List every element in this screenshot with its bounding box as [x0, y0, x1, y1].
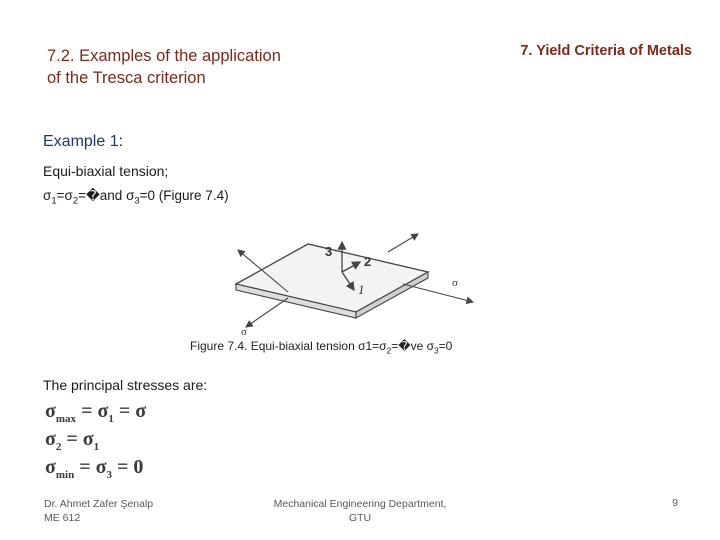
example-heading-colon: : — [118, 133, 124, 150]
caption-subscript: 2 — [386, 345, 392, 356]
footer-department — [250, 497, 470, 525]
eq-symbol: = σ — [76, 400, 109, 422]
eq-symbol: σ — [45, 400, 56, 422]
eq-subscript: 3 — [106, 469, 113, 481]
page-number: 9 — [672, 497, 678, 509]
eq-symbol: = σ — [113, 400, 147, 422]
figure-caption — [190, 339, 452, 355]
axis-label-3: 3 — [325, 244, 333, 259]
eq-symbol: = σ — [61, 428, 94, 450]
section-title — [47, 45, 347, 89]
eq-symbol: = 0 — [112, 456, 144, 478]
equation-min — [45, 456, 143, 481]
caption-text: =0 — [438, 339, 453, 353]
footer-author — [44, 497, 153, 525]
principal-stresses-intro: The principal stresses are: — [43, 377, 208, 393]
eq-subscript: min — [55, 469, 75, 481]
caption-text: =�ve σ — [391, 339, 434, 353]
eq-subscript: 1 — [108, 413, 114, 425]
section-title-line1: 7.2. Examples of the application — [47, 47, 281, 65]
department-line1: Mechanical Engineering Department, — [273, 498, 447, 510]
chapter-title: 7. Yield Criteria of Metals — [520, 43, 692, 59]
biaxial-plate-figure — [228, 232, 478, 337]
course-code: ME 612 — [44, 512, 81, 524]
example-stress-condition — [43, 188, 229, 207]
stress-text: =σ — [56, 188, 73, 203]
axis-label-2: 2 — [364, 254, 372, 269]
stress-sigma: σ — [43, 188, 52, 203]
example-description: Equi-biaxial tension; — [43, 163, 169, 179]
example-heading-label: Example 1 — [43, 133, 119, 150]
equation-two — [45, 428, 99, 453]
eq-symbol: = σ — [74, 456, 107, 478]
stress-text: =0 (Figure 7.4) — [139, 188, 229, 203]
eq-subscript: max — [55, 413, 77, 425]
stress-label-right: σ — [452, 277, 458, 289]
example-heading — [43, 133, 123, 151]
stress-subscript: 1 — [51, 195, 57, 207]
stress-text: =�and σ — [78, 188, 135, 203]
stress-subscript: 3 — [134, 195, 140, 207]
eq-symbol: σ — [45, 456, 56, 478]
stress-label-left: σ — [241, 326, 247, 337]
author-name: Dr. Ahmet Zafer Şenalp — [44, 498, 154, 510]
stress-subscript: 2 — [72, 195, 79, 207]
caption-text: Figure 7.4. Equi-biaxial tension σ1=σ — [190, 339, 387, 353]
axis-label-1: 1 — [358, 282, 365, 297]
eq-symbol: σ — [45, 428, 56, 450]
equation-max — [45, 400, 146, 425]
department-line2: GTU — [348, 512, 372, 524]
section-title-line2: of the Tresca criterion — [47, 69, 206, 87]
caption-subscript: 3 — [434, 345, 439, 356]
eq-subscript: 2 — [55, 441, 62, 453]
eq-subscript: 1 — [93, 441, 100, 453]
